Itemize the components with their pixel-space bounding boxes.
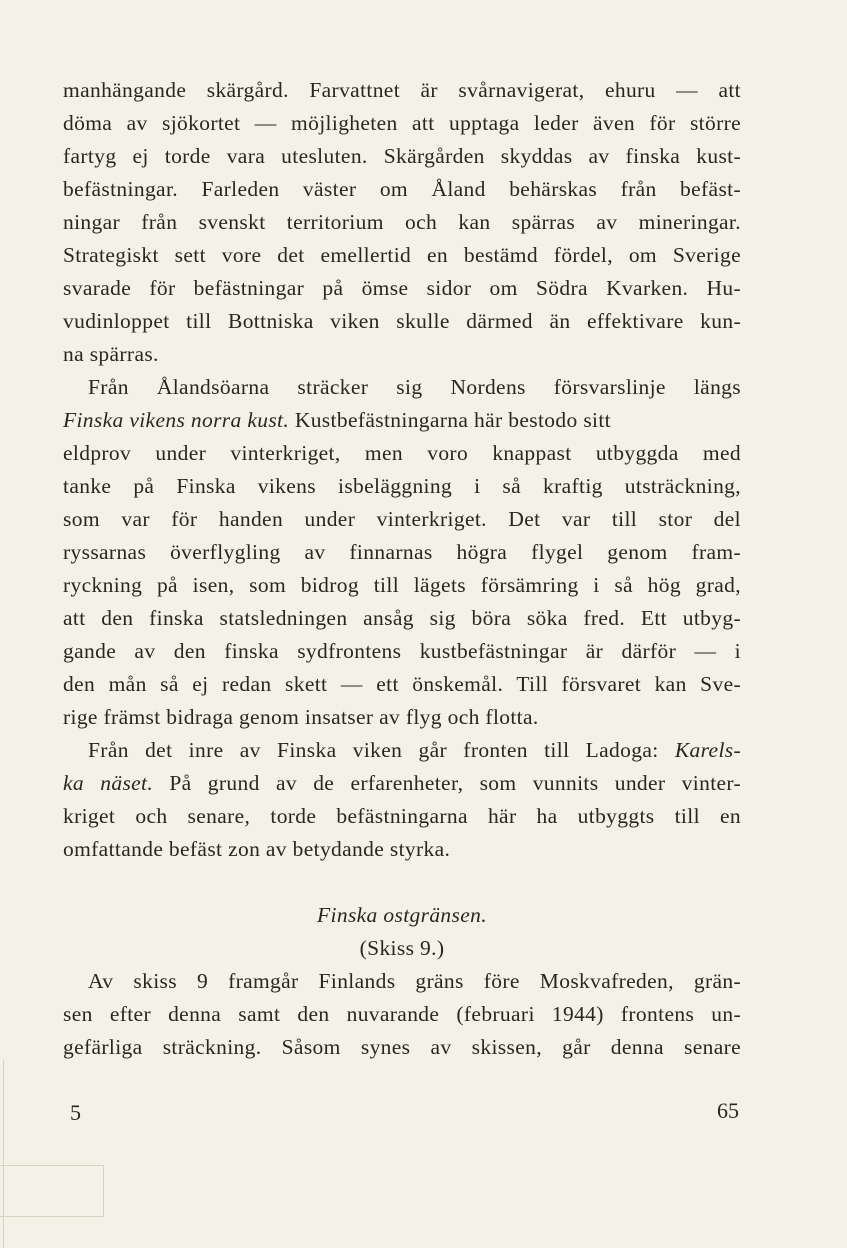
text-line: na spärras. [63,342,159,366]
italic-place-name: ka näset. [63,771,154,795]
text-line: gande av den finska sydfrontens kustbefästningar är därför — i [63,639,741,663]
text-span: Kustbefästningarna här bestodo sitt [289,408,612,432]
text-line [63,734,741,767]
text-line: gefärliga sträckning. Såsom synes av skissen, går denna senare [63,1035,741,1059]
text-line: ningar från svenskt territorium och kan spärras av mineringar. [63,210,741,234]
section-heading: Finska ostgränsen. [317,903,487,927]
scan-edge-line [103,1165,104,1217]
text-span: På grund av de erfarenheter, som vunnits under vinter- [153,771,742,795]
text-line: fartyg ej torde vara utesluten. Skärgården skyddas av finska kust- [63,144,741,168]
text-line: svarade för befästningar på ömse sidor om Södra Kvarken. Hu- [63,276,741,300]
italic-place-name: Karels- [674,738,741,762]
text-line: Från Ålandsöarna sträcker sig Nordens försvarslinje längs [88,375,741,399]
text-line: som var för handen under vinterkriget. Det var till stor del [63,507,741,531]
text-line: ryckning på isen, som bidrog till lägets försämring i så hög grad, [63,573,741,597]
text-line: omfattande befäst zon av betydande styrka. [63,837,451,861]
text-line [63,404,741,437]
signature-mark: 5 [70,1100,81,1125]
section-subheading: (Skiss 9.) [359,936,445,960]
page-number: 65 [717,1098,739,1123]
scan-edge-line [0,1165,104,1166]
text-line: manhängande skärgård. Farvattnet är svårnavigerat, ehuru — att [63,78,741,102]
text-line: den mån så ej redan skett — ett önskemål. Till försvaret kan Sve- [63,672,741,696]
text-line: sen efter denna samt den nuvarande (februari 1944) frontens un- [63,1002,741,1026]
text-span: Från det inre av Finska viken går fronten till Ladoga: [88,738,675,762]
scan-edge-line [0,1216,104,1217]
text-line: Av skiss 9 framgår Finlands gräns före Moskvafreden, grän- [88,969,741,993]
italic-place-name: Finska vikens norra kust. [63,408,290,432]
text-line: att den finska statsledningen ansåg sig böra söka fred. Ett utbyg- [63,606,741,630]
text-line: vudinloppet till Bottniska viken skulle därmed än effektivare kun- [63,309,741,333]
text-line: döma av sjökortet — möjligheten att upptaga leder även för större [63,111,741,135]
text-line [63,767,741,800]
text-line: tanke på Finska vikens isbeläggning i så kraftig utsträckning, [63,474,741,498]
text-line: befästningar. Farleden väster om Åland behärskas från befäst- [63,177,741,201]
text-line: eldprov under vinterkriget, men voro knappast utbyggda med [63,441,741,465]
text-line: Strategiskt sett vore det emellertid en bestämd fördel, om Sverige [63,243,741,267]
text-line: ryssarnas överflygling av finnarnas högra flygel genom fram- [63,540,741,564]
scan-edge-line [3,1060,4,1248]
text-line: rige främst bidraga genom insatser av flyg och flotta. [63,705,539,729]
text-line: kriget och senare, torde befästningarna här ha utbyggts till en [63,804,741,828]
